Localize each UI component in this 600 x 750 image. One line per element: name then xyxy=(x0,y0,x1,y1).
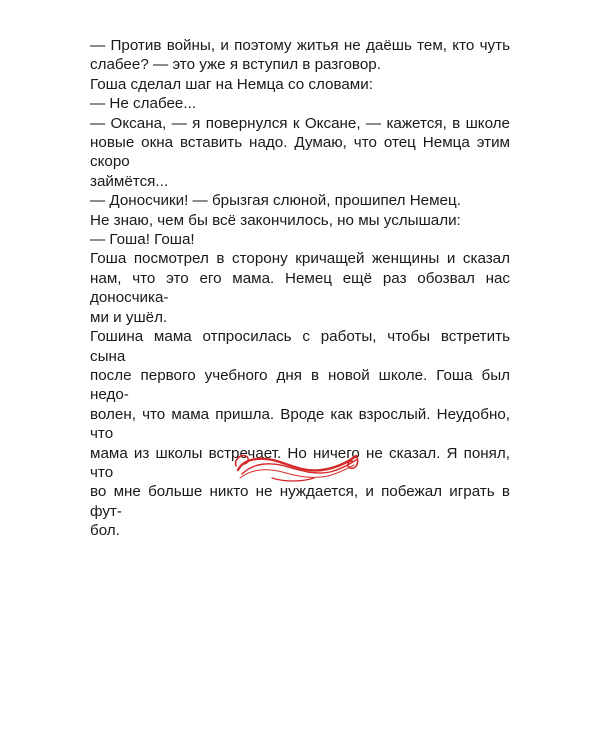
text-line: волен, что мама пришла. Вроде как взрослый. Неудобно, что xyxy=(90,405,510,443)
text-line: — Гоша! Гоша! xyxy=(90,231,195,249)
text-line: слабее? — это уже я вступил в разговор. xyxy=(90,56,381,74)
paragraph xyxy=(90,114,510,192)
text-line: нам, что это его мама. Немец ещё раз обозвал нас доносчика- xyxy=(90,269,510,307)
text-line: Не знаю, чем бы всё закончилось, но мы услышали: xyxy=(90,211,461,229)
text-line: мама из школы встречает. Но ничего не сказал. Я понял, что xyxy=(90,444,510,481)
paragraph xyxy=(90,94,510,113)
text-line: — Против войны, и поэтому житья не даёшь тем, кто чуть xyxy=(90,37,510,54)
paragraph xyxy=(90,327,510,540)
text-line: — Доносчики! — брызгая слюной, прошипел Немец. xyxy=(90,192,461,210)
text-line: новые окна вставить надо. Думаю, что отец Немца этим скоро xyxy=(90,134,510,171)
text-line: после первого учебного дня в новой школе. Гоша был недо- xyxy=(90,366,510,404)
flourish-ornament-icon xyxy=(232,448,362,488)
paragraph xyxy=(90,211,510,230)
text-line: во мне больше никто не нуждается, и побежал играть в фут- xyxy=(90,483,510,520)
paragraph xyxy=(90,230,510,249)
text-line: ми и ушёл. xyxy=(90,308,168,326)
text-line: — Не слабее... xyxy=(90,95,197,113)
paragraph xyxy=(90,75,510,94)
paragraph xyxy=(90,191,510,210)
paragraph xyxy=(90,36,510,75)
paragraph xyxy=(90,249,510,327)
text-line: — Оксана, — я повернулся к Оксане, — кажется, в школе xyxy=(90,114,510,132)
text-line: займётся... xyxy=(90,172,169,190)
text-line: Гоша посмотрел в сторону кричащей женщины и сказал xyxy=(90,250,510,268)
text-line: Гошина мама отпросилась с работы, чтобы встретить сына xyxy=(90,328,510,365)
text-line: Гоша сделал шаг на Немца со словами: xyxy=(90,75,373,93)
text-line: бол. xyxy=(90,522,120,540)
